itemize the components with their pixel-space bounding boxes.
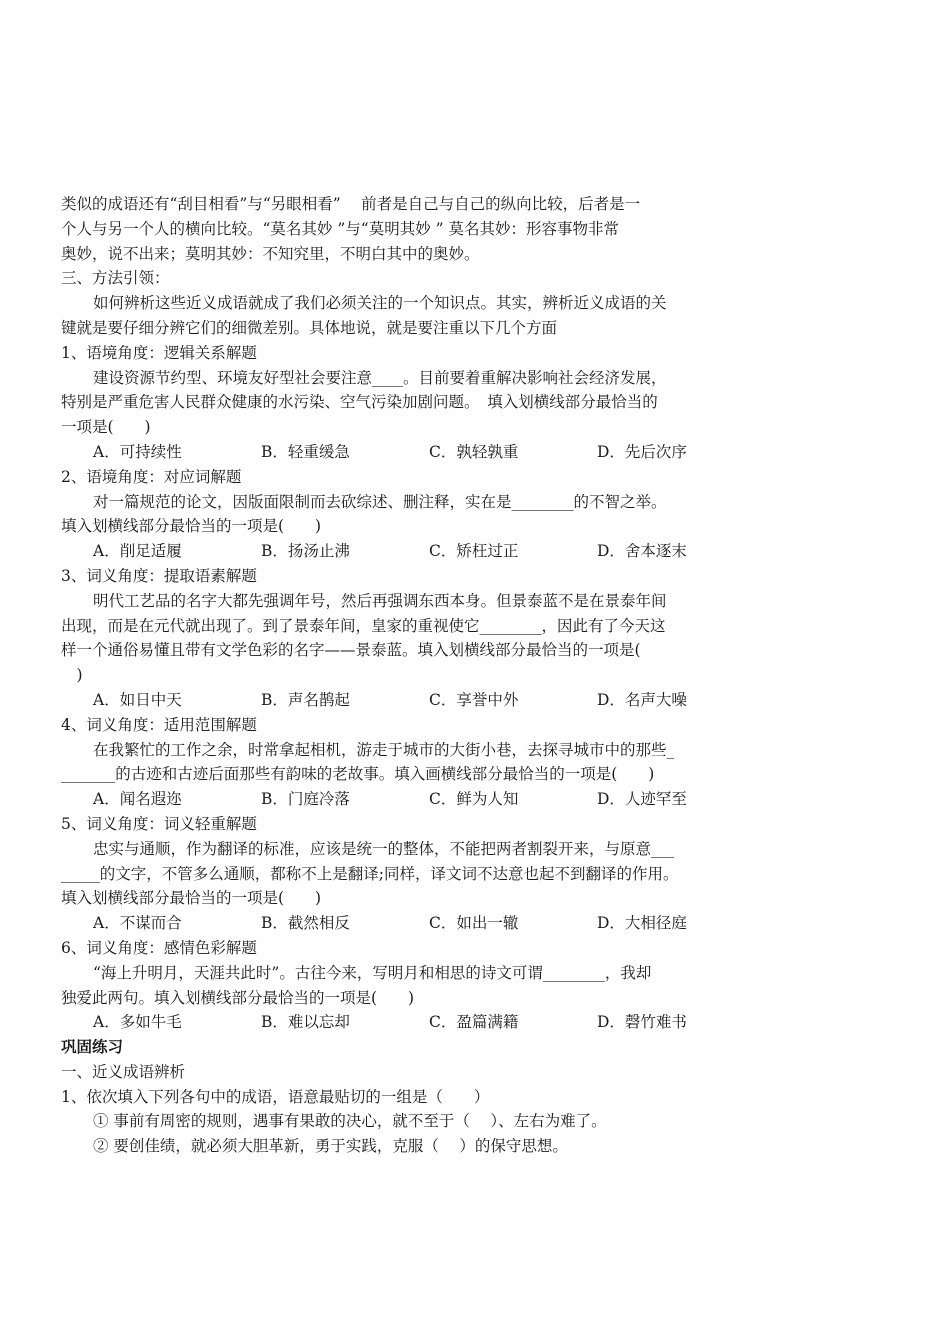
method-heading: 5、词义角度：词义轻重解题 [61, 814, 257, 833]
question-text: 填入划横线部分最恰当的一项是( ) [61, 517, 322, 536]
method-heading: 3、词义角度：提取语素解题 [61, 566, 257, 585]
option-choice: D．先后次序 [597, 442, 687, 461]
section-heading: 三、方法引领： [61, 269, 170, 288]
question-text: 一项是( ) [61, 418, 151, 437]
option-choice: B．截然相反 [261, 914, 350, 933]
option-choice: A．多如牛毛 [93, 1013, 182, 1032]
text-line: 奥妙，说不出来；莫明其妙：不知究里，不明白其中的奥妙。 [61, 244, 480, 263]
option-choice: C．矫枉过正 [429, 542, 519, 561]
option-choice: C．鲜为人知 [429, 790, 519, 809]
method-heading: 4、词义角度：适用范围解题 [61, 715, 257, 734]
option-choice: B．门庭冷落 [261, 790, 350, 809]
question-text: 填入划横线部分最恰当的一项是( ) [61, 889, 322, 908]
question-text: “海上升明月，天涯共此时”。古往今来，写明月和相思的诗文可谓________，我却 [93, 963, 652, 982]
question-text: 独爱此两句。填入划横线部分最恰当的一项是( ) [61, 988, 415, 1007]
options-row [61, 911, 891, 936]
option-choice: C．盈篇满籍 [429, 1013, 519, 1032]
text-line: 个人与另一个人的横向比较。“莫名其妙 ”与“莫明其妙 ” 莫名其妙：形容事物非常 [61, 219, 619, 238]
option-choice: C．如出一辙 [429, 914, 519, 933]
option-choice: A．不谋而合 [93, 914, 182, 933]
option-choice: B．轻重缓急 [261, 442, 350, 461]
question-text: 特别是严重危害人民群众健康的水污染、空气污染加剧问题。 填入划横线部分最恰当的 [61, 393, 658, 412]
option-choice: D．磬竹难书 [597, 1013, 687, 1032]
text-line: 如何辨析这些近义成语就成了我们必须关注的一个知识点。其实，辨析近义成语的关 [93, 294, 667, 313]
option-choice: A．可持续性 [93, 442, 182, 461]
question-text: ② 要创佳绩，就必须大胆革新，勇于实践，克服（ ）的保守思想。 [93, 1137, 568, 1156]
option-choice: D．名声大噪 [597, 690, 687, 709]
options-row [61, 1010, 891, 1035]
section-heading: 一、近义成语辨析 [61, 1062, 186, 1081]
method-heading: 1、语境角度：逻辑关系解题 [61, 343, 257, 362]
document-page [61, 192, 891, 1159]
options-row [61, 539, 891, 564]
question-text: 建设资源节约型、环境友好型社会要注意____。目前要着重解决影响社会经济发展， [93, 368, 667, 387]
option-choice: D．舍本逐末 [597, 542, 687, 561]
question-text: _______的古迹和古迹后面那些有韵味的老故事。填入画横线部分最恰当的一项是( ) [61, 765, 655, 784]
question-text: 样一个通俗易懂且带有文学色彩的名字——景泰蓝。填入划横线部分最恰当的一项是( [61, 641, 641, 660]
question-text: 在我繁忙的工作之余，时常拿起相机，游走于城市的大街小巷，去探寻城市中的那些_ [93, 740, 675, 759]
option-choice: B．声名鹊起 [261, 690, 350, 709]
option-choice: A．削足适履 [93, 542, 182, 561]
question-text: 1、依次填入下列各句中的成语，语意最贴切的一组是（ ） [61, 1087, 490, 1106]
question-text: 明代工艺品的名字大都先强调年号，然后再强调东西本身。但景泰蓝不是在景泰年间 [93, 591, 667, 610]
question-text: 对一篇规范的论文，因版面限制而去砍综述、删注释，实在是________的不智之举。 [93, 492, 667, 511]
options-row [61, 787, 891, 812]
text-line: 类似的成语还有“刮目相看”与“另眼相看” 前者是自己与自己的纵向比较，后者是一 [61, 195, 641, 213]
question-text: ) [61, 666, 83, 685]
text-line: 键就是要仔细分辨它们的细微差别。具体地说，就是要注重以下几个方面 [61, 318, 558, 337]
option-choice: B．难以忘却 [261, 1013, 350, 1032]
option-choice: C．孰轻孰重 [429, 442, 519, 461]
option-choice: A．闻名遐迩 [93, 790, 182, 809]
option-choice: D．人迹罕至 [597, 790, 687, 809]
option-choice: A．如日中天 [93, 690, 182, 709]
question-text: _____的文字，不管多么通顺，都称不上是翻译;同样，译文词不达意也起不到翻译的作用。 [61, 864, 679, 883]
options-row [61, 688, 891, 713]
question-text: 出现，而是在元代就出现了。到了景泰年间，皇家的重视使它________，因此有了今天这 [61, 616, 666, 635]
method-heading: 2、语境角度：对应词解题 [61, 467, 242, 486]
question-text: 忠实与通顺，作为翻译的标准，应该是统一的整体，不能把两者割裂开来，与原意___ [93, 839, 675, 858]
option-choice: D．大相径庭 [597, 914, 687, 933]
option-choice: C．享誉中外 [429, 690, 519, 709]
method-heading: 6、词义角度：感情色彩解题 [61, 938, 257, 957]
options-row [61, 440, 891, 465]
exercise-heading: 巩固练习 [61, 1038, 124, 1057]
option-choice: B．扬汤止沸 [261, 542, 350, 561]
question-text: ① 事前有周密的规则，遇事有果敢的决心，就不至于（ ）、左右为难了。 [93, 1112, 607, 1131]
